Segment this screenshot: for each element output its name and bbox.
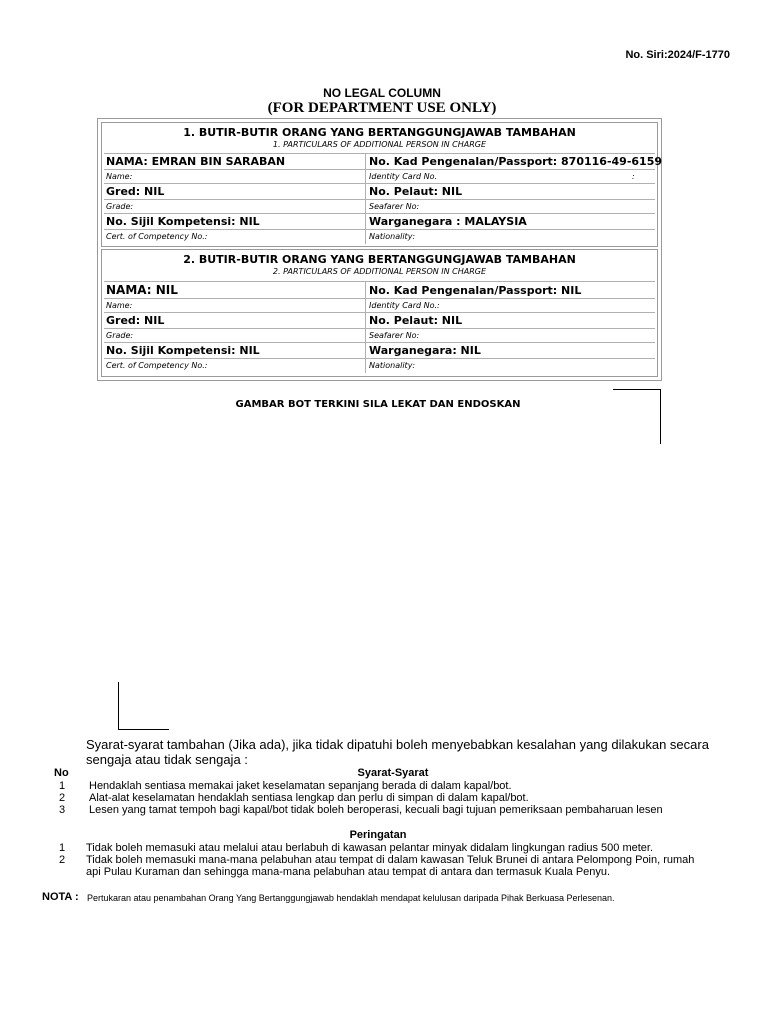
warning-number: 1	[58, 842, 66, 854]
particulars-box	[97, 118, 662, 381]
s1-nationality-label: Nationality:	[369, 232, 416, 241]
department-use-heading: (FOR DEPARTMENT USE ONLY)	[267, 100, 497, 116]
s2-ic-label: Identity Card No.:	[369, 301, 440, 310]
s2-nationality-label: Nationality:	[369, 361, 416, 370]
s1-coc-value: No. Sijil Kompetensi: NIL	[106, 215, 260, 228]
list-item	[52, 804, 732, 816]
section-1	[101, 122, 663, 247]
serial-number: No. Siri:2024/F-1770	[625, 49, 730, 61]
photo-instruction: GAMBAR BOT TERKINI SILA LEKAT DAN ENDOSKAN	[235, 399, 521, 410]
section-2-subtitle: 2. PARTICULARS OF ADDITIONAL PERSON IN CHARGE	[272, 267, 487, 276]
s1-coc-label: Cert. of Competency No.:	[106, 232, 208, 241]
s2-nationality-value: Warganegara: NIL	[369, 344, 481, 357]
section-2	[101, 249, 658, 377]
s1-seafarer-value: No. Pelaut: NIL	[369, 185, 463, 198]
s1-grade-label: Grade:	[106, 202, 134, 211]
nota-label: NOTA :	[42, 891, 79, 903]
s1-ic-colon: :	[632, 172, 635, 181]
photo-corner-bottom-left	[118, 682, 169, 730]
warning-text: Tidak boleh memasuki atau melalui atau berlabuh di kawasan pelantar minyak didalam lingkungan radius 500 meter.	[86, 842, 654, 854]
s2-seafarer-value: No. Pelaut: NIL	[369, 314, 463, 327]
legal-column-heading: NO LEGAL COLUMN	[323, 86, 441, 100]
warnings-header: Peringatan	[349, 829, 407, 841]
section-1-title: 1. BUTIR-BUTIR ORANG YANG BERTANGGUNGJAWAB TAMBAHAN	[183, 126, 576, 139]
s1-row-coc-label	[104, 229, 655, 244]
s1-nationality-value: Warganegara : MALAYSIA	[369, 215, 527, 228]
condition-number: 2	[58, 792, 66, 804]
s2-grade-label: Grade:	[106, 331, 134, 340]
s1-row-grade	[104, 183, 655, 200]
section-1-subtitle: 1. PARTICULARS OF ADDITIONAL PERSON IN CHARGE	[272, 140, 487, 149]
list-item	[52, 792, 732, 804]
s2-name-label: Name:	[106, 301, 133, 310]
conditions-header: Syarat-Syarat	[357, 767, 429, 779]
s1-row-name-label	[104, 169, 655, 184]
s2-coc-value: No. Sijil Kompetensi: NIL	[106, 344, 260, 357]
s1-seafarer-label: Seafarer No:	[369, 202, 420, 211]
conditions-intro: Syarat-syarat tambahan (Jika ada), jika tidak dipatuhi boleh menyebabkan kesalahan yang dilakukan secara sengaja atau tidak sengaja :	[86, 737, 709, 767]
s1-row-grade-label	[104, 199, 655, 214]
s2-row-grade	[104, 312, 655, 329]
s1-name-value: NAMA: EMRAN BIN SARABAN	[106, 155, 286, 168]
condition-text: Lesen yang tamat tempoh bagi kapal/bot tidak boleh beroperasi, kecuali bagi tujuan pemeriksaan pembaharuan lesen	[89, 804, 663, 816]
s2-row-name-label	[104, 298, 655, 313]
nota-text: Pertukaran atau penambahan Orang Yang Bertanggungjawab hendaklah mendapat kelulusan daripada Pihak Berkuasa Perlesenan.	[87, 893, 615, 903]
conditions-no-header: No	[54, 767, 69, 779]
warnings-list	[52, 842, 712, 878]
s2-row-coc-label	[104, 358, 655, 373]
warning-number: 2	[58, 854, 66, 866]
list-item	[52, 780, 732, 792]
s1-ic-label: Identity Card No.	[369, 172, 438, 181]
warning-text: Tidak boleh memasuki mana-mana pelabuhan atau tempat di dalam kawasan Teluk Brunei di antara Pelompong Poin, rumah api Pulau Kuraman dan sehingga mana-mana pelabuhan atau tempat di antara dan termasuk Kuala Penyu.	[86, 854, 695, 878]
s2-seafarer-label: Seafarer No:	[369, 331, 420, 340]
photo-corner-top-right	[613, 389, 661, 444]
s2-row-coc	[104, 342, 655, 359]
s1-grade-value: Gred: NIL	[106, 185, 165, 198]
s2-ic-value: No. Kad Pengenalan/Passport: NIL	[369, 284, 582, 297]
condition-text: Alat-alat keselamatan hendaklah sentiasa lengkap dan perlu di simpan di dalam kapal/bot.	[89, 792, 529, 804]
s2-row-grade-label	[104, 328, 655, 343]
s2-row-name	[104, 281, 655, 299]
conditions-list	[52, 780, 732, 816]
condition-number: 3	[58, 804, 66, 816]
s1-row-name	[104, 153, 663, 170]
s2-grade-value: Gred: NIL	[106, 314, 165, 327]
s2-name-value: NAMA: NIL	[106, 283, 178, 297]
s1-row-coc	[104, 213, 655, 230]
s1-ic-value: No. Kad Pengenalan/Passport: 870116-49-6159	[369, 155, 663, 168]
list-item	[52, 842, 712, 854]
list-item	[52, 854, 712, 878]
section-2-title: 2. BUTIR-BUTIR ORANG YANG BERTANGGUNGJAWAB TAMBAHAN	[183, 253, 576, 266]
s2-coc-label: Cert. of Competency No.:	[106, 361, 208, 370]
s1-name-label: Name:	[106, 172, 133, 181]
condition-text: Hendaklah sentiasa memakai jaket keselamatan sepanjang berada di dalam kapal/bot.	[89, 780, 512, 792]
condition-number: 1	[58, 780, 66, 792]
